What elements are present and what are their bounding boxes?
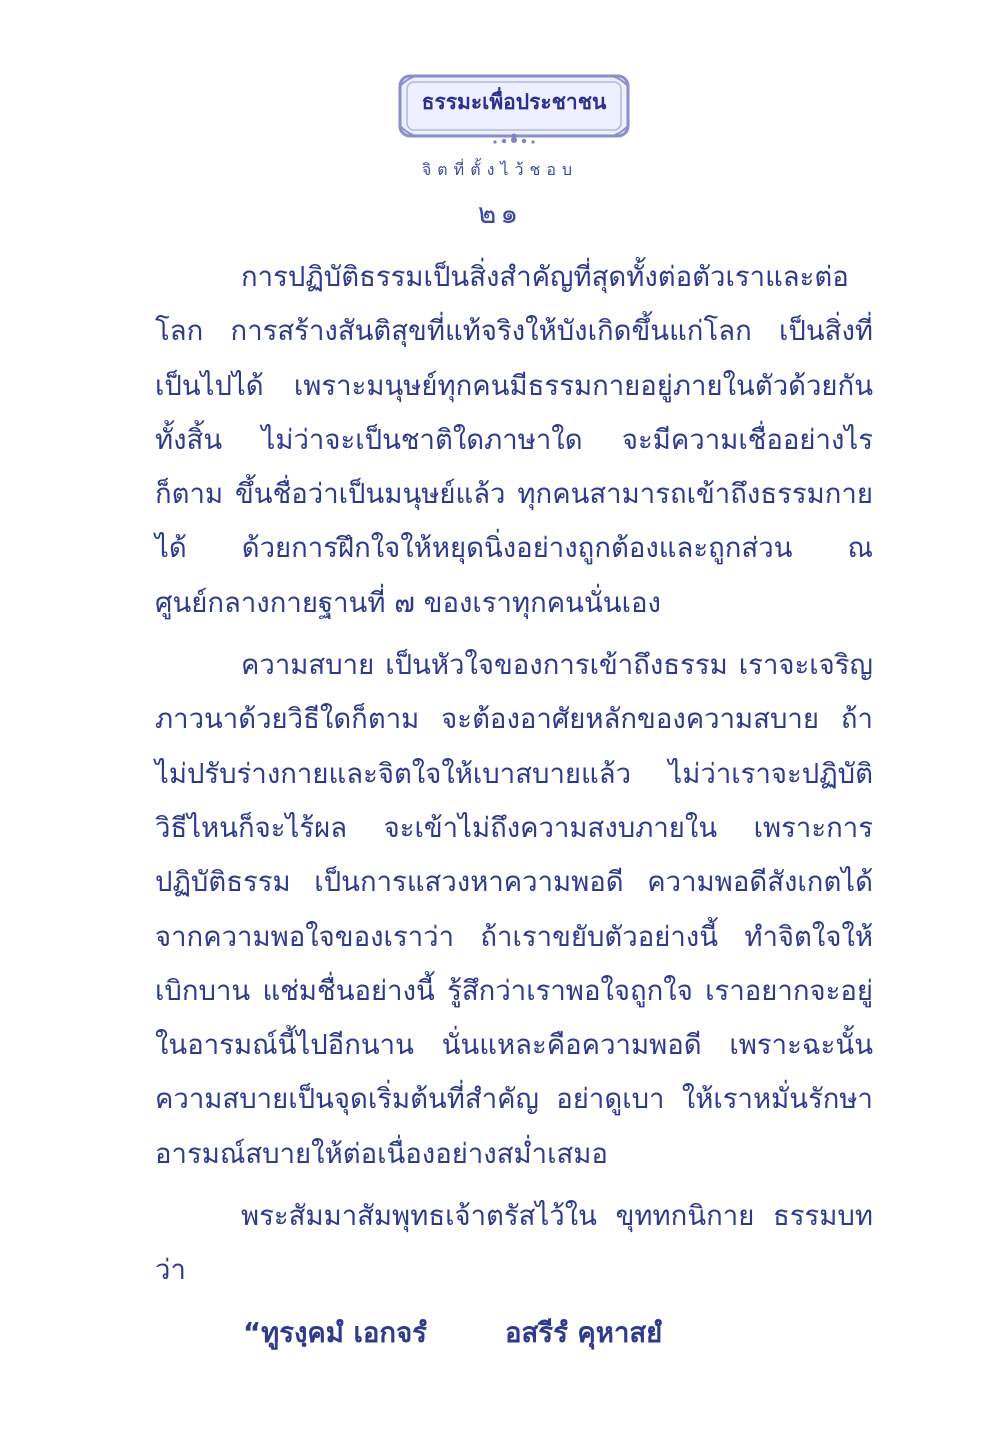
pali-verse: [155, 1306, 873, 1360]
logo-badge: [398, 74, 630, 150]
page-number: ๒๑: [477, 197, 523, 230]
logo-text: ธรรมะเพื่อประชาชน: [421, 90, 607, 114]
paragraph: พระสัมมาสัมพุทธเจ้าตรัสไว้ใน ขุททกนิกาย ธรรมบท ว่า: [155, 1200, 873, 1287]
body-text: [155, 250, 873, 1360]
paragraph: การปฏิบัติธรรมเป็นสิ่งสำคัญที่สุดทั้งต่อตัวเราและต่อโลก การสร้างสันติสุขที่แท้จริงให้บังเกิดขึ้นแก่โลก เป็นสิ่งที่เป็นไปได้ เพราะมนุษย์ทุกคนมีธรรมกายอยู่ภายในตัวด้วยกันทั้งสิ้น ไม่ว่าจะเป็นชาติใดภาษาใด จะมีความเชื่ออย่างไรก็ตาม ขึ้นชื่อว่าเป็นมนุษย์แล้ว ทุกคนสามารถเข้าถึงธรรมกายได้ ด้วยการฝึกใจให้หยุดนิ่งอย่างถูกต้องและถูกส่วน ณ ศูนย์กลางกายฐานที่ ๗ ของเราทุกคนนั่นเอง: [155, 261, 873, 619]
verse-part-1: “ทูรงฺคมํ เอกจรํ: [243, 1316, 427, 1349]
running-title: จิตที่ตั้งไว้ชอบ: [421, 160, 579, 179]
verse-part-2: อสรีรํ คุหาสยํ: [505, 1316, 663, 1349]
paragraph: ความสบาย เป็นหัวใจของการเข้าถึงธรรม เราจะเจริญภาวนาด้วยวิธีใดก็ตาม จะต้องอาศัยหลักของความสบาย ถ้าไม่ปรับร่างกายและจิตใจให้เบาสบายแล้ว ไม่ว่าเราจะปฏิบัติวิธีไหนก็จะไร้ผล จะเข้าไม่ถึงความสงบภายใน เพราะการปฏิบัติธรรม เป็นการแสวงหาความพอดี ความพอดีสังเกตได้จากความพอใจของเราว่า ถ้าเราขยับตัวอย่างนี้ ทำจิตใจให้เบิกบาน แช่มชื่นอย่างนี้ รู้สึกว่าเราพอใจถูกใจ เราอยากจะอยู่ในอารมณ์นี้ไปอีกนาน นั่นแหละคือความพอดี เพราะฉะนั้นความสบายเป็นจุดเริ่มต้นที่สำคัญ อย่าดูเบา ให้เราหมั่นรักษาอารมณ์สบายให้ต่อเนื่องอย่างสม่ำเสมอ: [155, 649, 873, 1170]
